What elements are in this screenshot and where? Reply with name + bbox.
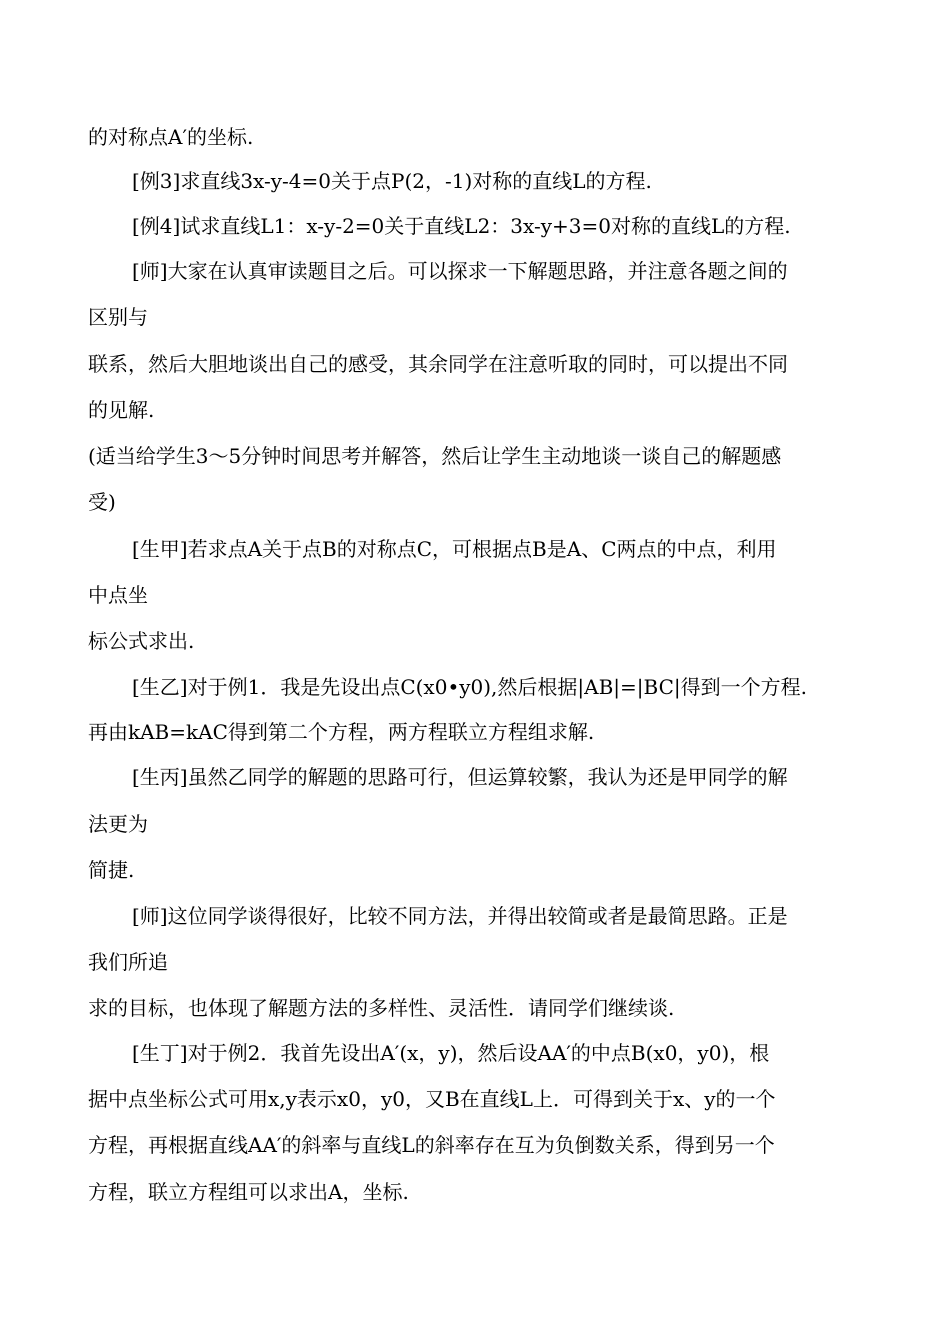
text-line: 联系，然后大胆地谈出自己的感受，其余同学在注意听取的同时，可以提出不同 — [88, 352, 788, 376]
text-line: (适当给学生3～5分钟时间思考并解答，然后让学生主动地谈一谈自己的解题感 — [88, 444, 782, 468]
teacher-line: [师]这位同学谈得很好，比较不同方法，并得出较简或者是最简思路。正是 — [132, 904, 788, 928]
student-d-line: [生丁]对于例2．我首先设出A′(x，y)，然后设AA′的中点B(x0，y0)，根 — [132, 1041, 770, 1065]
student-a-line: [生甲]若求点A关于点B的对称点C，可根据点B是A、C两点的中点，利用 — [132, 537, 777, 561]
text-line: 法更为 — [88, 812, 148, 836]
student-c-line: [生丙]虽然乙同学的解题的思路可行，但运算较繁，我认为还是甲同学的解 — [132, 765, 788, 789]
text-line: 求的目标，也体现了解题方法的多样性、灵活性．请同学们继续谈. — [88, 996, 675, 1020]
text-line: 再由kAB=kAC得到第二个方程，两方程联立方程组求解. — [88, 720, 595, 744]
text-line: 的见解. — [88, 398, 155, 422]
text-line: 中点坐 — [88, 583, 148, 607]
example-3-line: [例3]求直线3x-y-4=0关于点P(2，-1)对称的直线L的方程. — [132, 169, 652, 193]
text-line: 我们所追 — [88, 950, 168, 974]
text-line: 的对称点A′的坐标. — [88, 125, 254, 149]
text-line: 据中点坐标公式可用x,y表示x0，y0，又B在直线L上．可得到关于x、y的一个 — [88, 1087, 776, 1111]
text-line: 标公式求出. — [88, 629, 195, 653]
text-line: 方程，再根据直线AA′的斜率与直线L的斜率存在互为负倒数关系，得到另一个 — [88, 1133, 775, 1157]
student-b-line: [生乙]对于例1．我是先设出点C(x0•y0),然后根据|AB|=|BC|得到一个方程. — [132, 675, 807, 699]
teacher-line: [师]大家在认真审读题目之后。可以探求一下解题思路，并注意各题之间的 — [132, 259, 788, 283]
text-line: 简捷. — [88, 858, 135, 882]
example-4-line: [例4]试求直线L1：x-y-2=0关于直线L2：3x-y+3=0对称的直线L的方程. — [132, 214, 791, 238]
text-line: 受) — [88, 490, 116, 514]
text-line: 区别与 — [88, 305, 148, 329]
text-line: 方程，联立方程组可以求出A，坐标. — [88, 1180, 409, 1204]
